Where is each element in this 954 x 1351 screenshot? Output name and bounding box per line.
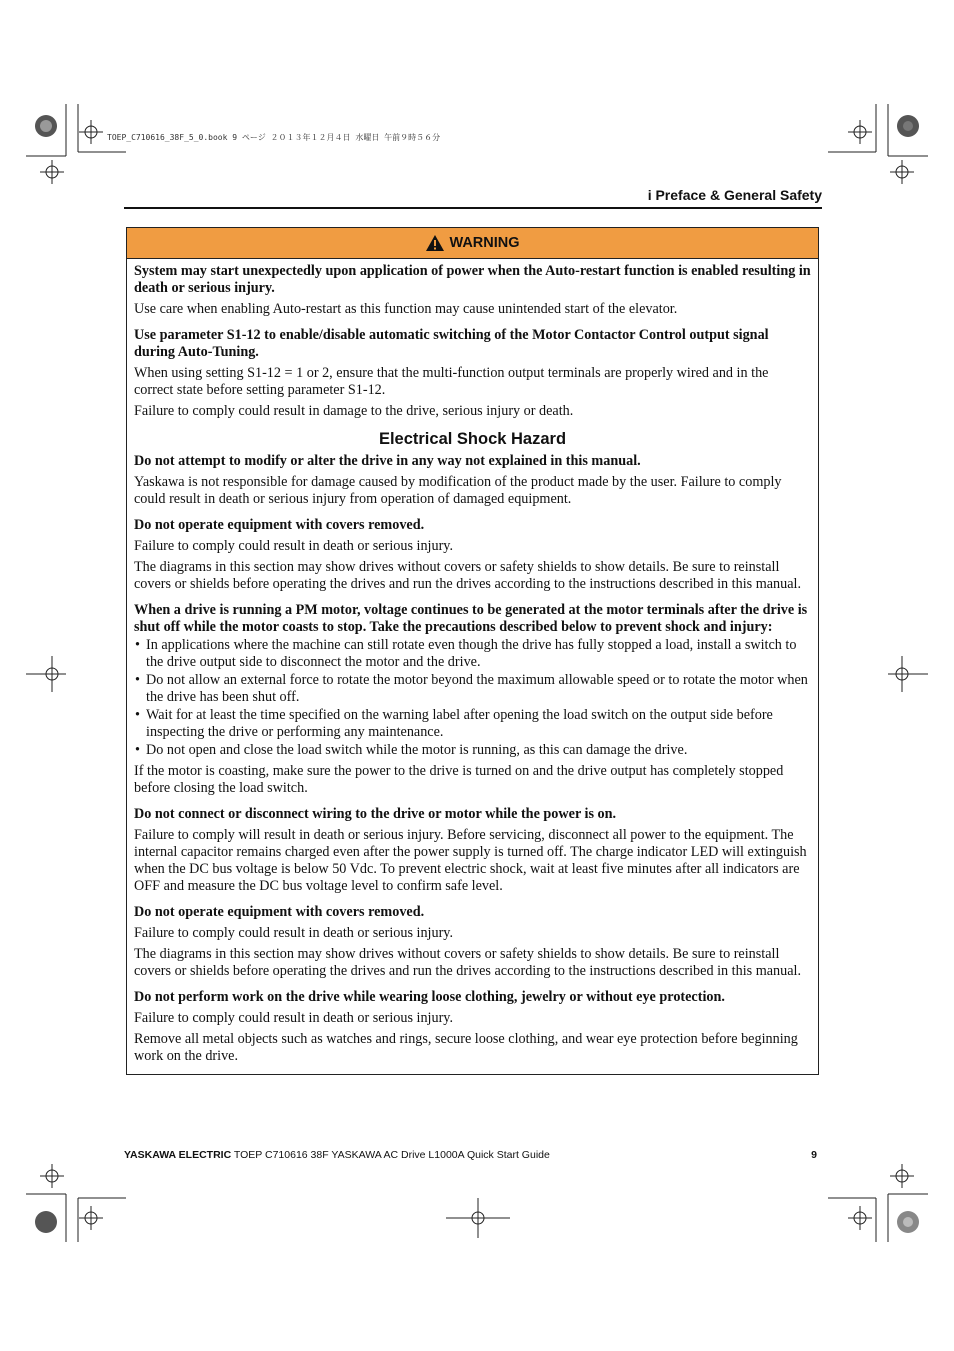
warning-label: WARNING [449,235,520,251]
warning-statement: System may start unexpectedly upon application of power when the Auto-restart function is enabled resulting in death or serious injury. [134,263,811,296]
warning-box [126,227,819,1075]
crop-mark-middle-left [26,652,66,696]
crop-mark-middle-right [888,652,928,696]
list-item: • Wait for at least the time specified on the warning label after opening the load switch on the output side before inspecting the drive or performing any maintenance. [134,707,811,741]
warning-statement: Do not perform work on the drive while wearing loose clothing, jewelry or without eye protection. [134,989,725,1005]
page-footer [124,1149,550,1161]
warning-statement: Do not operate equipment with covers removed. [134,517,425,533]
precaution-list [134,637,811,759]
warning-text: When using setting S1-12 = 1 or 2, ensure that the multi-function output terminals are properly wired and in the correct state before setting parameter S1-12. [134,365,769,398]
warning-text: Failure to comply could result in damage to the drive, serious injury or death. [134,403,574,419]
crop-mark-bottom-center [446,1196,510,1240]
warning-text: Failure to comply could result in death or serious injury. [134,538,454,554]
page-number: 9 [811,1149,817,1161]
list-item: • Do not open and close the load switch while the motor is running, as this can damage the drive. [134,742,811,759]
running-header-title: i Preface & General Safety [647,187,822,203]
crop-mark-bottom-right [828,1146,928,1246]
warning-text: Yaskawa is not responsible for damage caused by modification of the product made by the user. Failure to comply could result in death or serious injury from operation of damaged equipment. [134,474,782,507]
warning-statement: Use parameter S1-12 to enable/disable automatic switching of the Motor Contactor Control output signal during Auto-Tuning. [134,327,769,360]
warning-statement: When a drive is running a PM motor, voltage continues to be generated at the motor terminals after the drive is shut off while the motor coasts to stop. Take the precautions described below to prevent shock and injury: [134,602,808,635]
warning-text: Failure to comply could result in death or serious injury. [134,925,454,941]
crop-mark-bottom-left [26,1146,126,1246]
crop-mark-top-right [828,104,928,208]
header-rule [124,207,822,209]
warning-text: The diagrams in this section may show drives without covers or safety shields to show details. Be sure to reinstall covers or shields before operating the drives and run the drives according to the instructions described in this manual. [134,559,802,592]
section-heading: Electrical Shock Hazard [378,430,567,448]
warning-text: Use care when enabling Auto-restart as this function may cause unintended start of the elevator. [134,301,678,317]
warning-text: Failure to comply could result in death or serious injury. [134,1010,454,1026]
footer-doc-title: TOEP C710616 38F YASKAWA AC Drive L1000A Quick Start Guide [231,1149,550,1161]
crop-mark-top-left [26,104,126,208]
warning-text: Failure to comply will result in death or serious injury. Before servicing, disconnect all power to the equipment. The internal capacitor remains charged even after the power supply is turned off. The charge indicator LED will extinguish when the DC bus voltage is below 50 Vdc. To prevent electric shock, wait at least five minutes after all indicators are OFF and measure the DC bus voltage level to confirm safe level. [134,827,807,894]
printer-slug: TOEP_C710616_38F_5_0.book 9 ページ ２０１３年１２月４日 水曜日 午前９時５６分 [107,133,441,142]
warning-statement: Do not attempt to modify or alter the drive in any way not explained in this manual. [134,453,641,469]
warning-text: Remove all metal objects such as watches and rings, secure loose clothing, and wear eye protection before beginning work on the drive. [134,1031,798,1064]
warning-text: The diagrams in this section may show drives without covers or safety shields to show details. Be sure to reinstall covers or shields before operating the drives and run the drives according to the instructions described in this manual. [134,946,802,979]
footer-brand: YASKAWA ELECTRIC [124,1149,232,1161]
list-item: • Do not allow an external force to rotate the motor beyond the maximum allowable speed or to rotate the motor when the drive has been shut off. [134,672,811,706]
warning-statement: Do not connect or disconnect wiring to the drive or motor while the power is on. [134,806,617,822]
warning-content [127,259,818,1065]
warning-text: If the motor is coasting, make sure the power to the drive is turned on and the drive output has completely stopped before closing the load switch. [134,763,784,796]
list-item: • In applications where the machine can still rotate even though the drive has fully stopped a load, install a switch to the drive output side to disconnect the motor and the drive. [134,637,811,671]
warning-banner [127,228,818,259]
warning-statement: Do not operate equipment with covers removed. [134,904,425,920]
warning-triangle-icon [425,234,445,252]
